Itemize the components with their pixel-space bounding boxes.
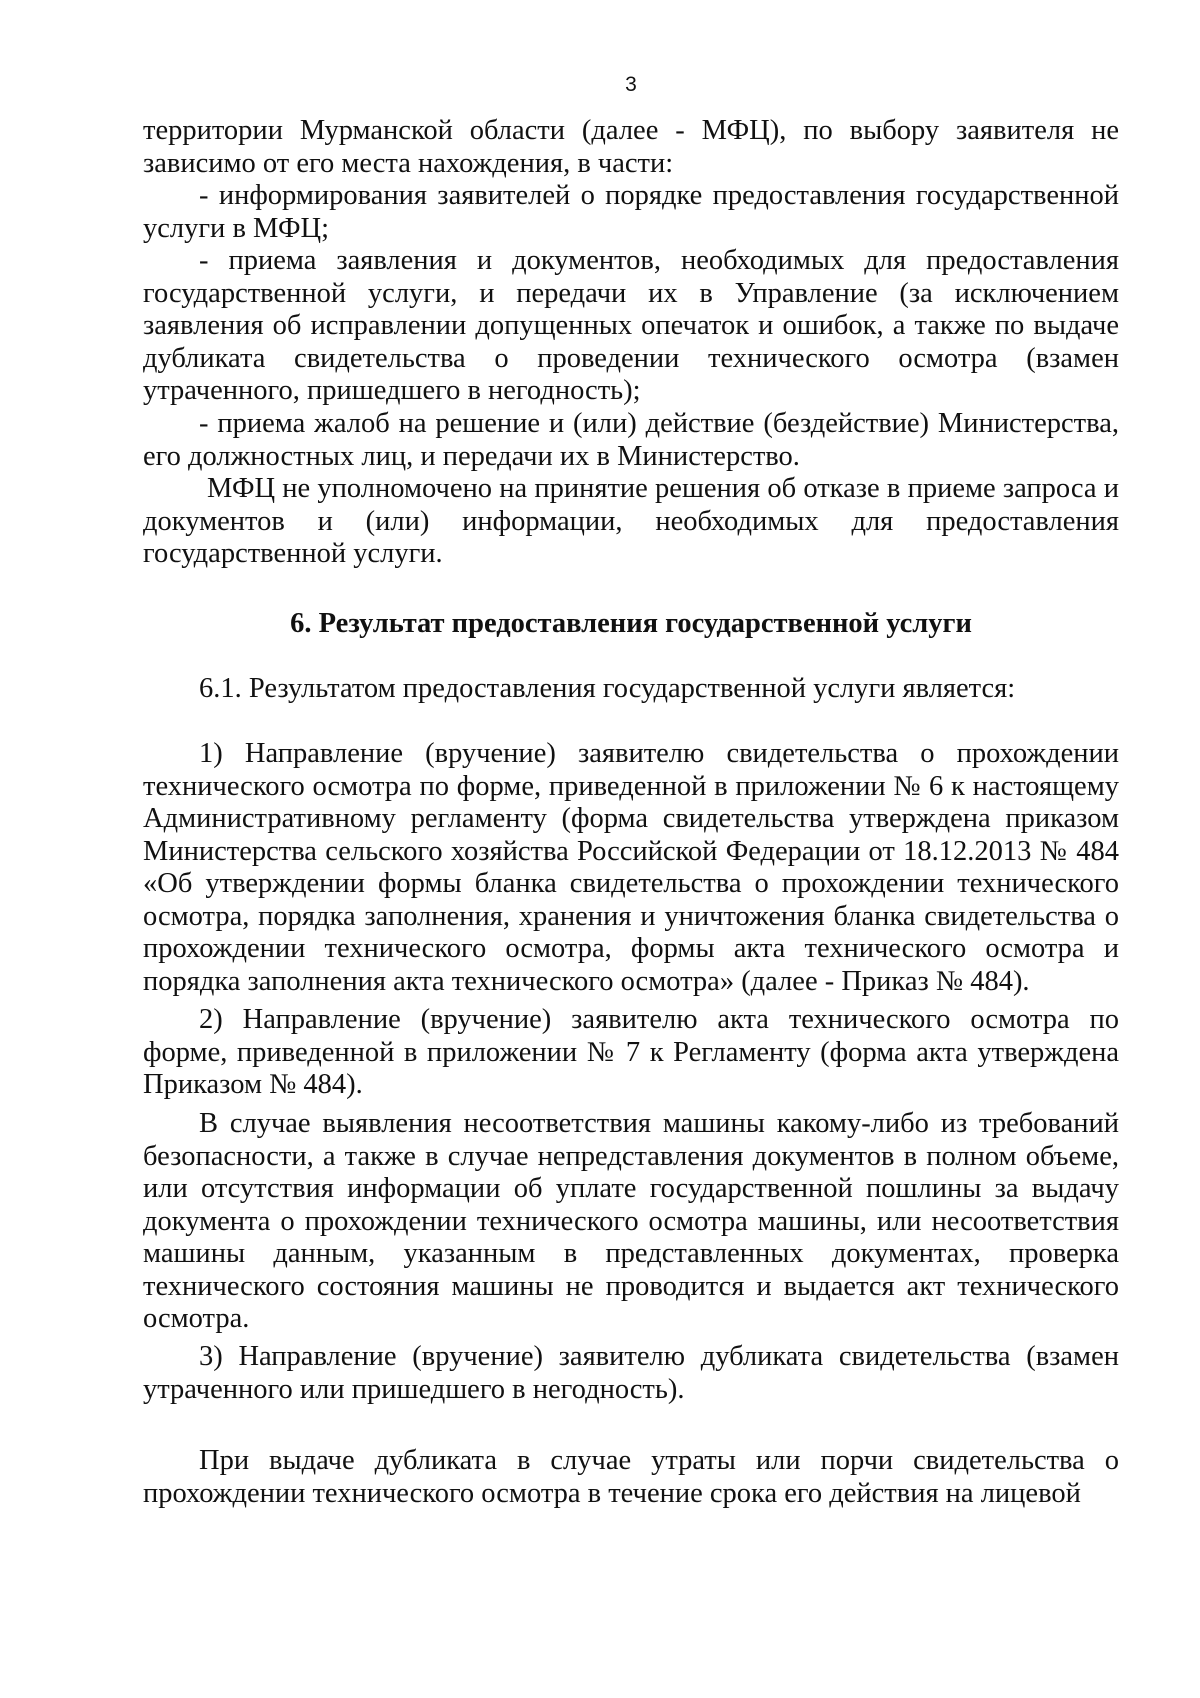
paragraph-mfc-not-authorized: МФЦ не уполномочено на принятие решения об отказе в приеме запроса и документов и (или) информации, необходимых для предоставления государственной услуги. bbox=[143, 473, 1119, 569]
paragraph-continuation: территории Мурманской области (далее - МФЦ), по выбору заявителя не зависимо от его места нахождения, в части: bbox=[143, 115, 1119, 179]
page-number: 3 bbox=[625, 73, 637, 96]
paragraph-nonconformity-case: В случае выявления несоответствия машины какому-либо из требований безопасности, а также в случае непредставления документов в полном объеме, или отсутствия информации об уплате государственной пошлины за выдачу документа о прохождении технического осмотра машины, или несоответствия машины данным, указанным в представленных документах, проверка технического состояния машины не проводится и выдается акт технического осмотра. bbox=[143, 1108, 1119, 1334]
paragraph-bullet-informing: - информирования заявителей о порядке предоставления государственной услуги в МФЦ; bbox=[143, 180, 1119, 244]
paragraph-result-item-3: 3) Направление (вручение) заявителю дубликата свидетельства (взамен утраченного или пришедшего в негодность). bbox=[143, 1341, 1119, 1405]
section-heading: 6. Результат предоставления государственной услуги bbox=[290, 608, 972, 639]
paragraph-bullet-complaints: - приема жалоб на решение и (или) действие (бездействие) Министерства, его должностных лиц, и передачи их в Министерство. bbox=[143, 408, 1119, 472]
paragraph-result-item-2: 2) Направление (вручение) заявителю акта технического осмотра по форме, приведенной в приложении № 7 к Регламенту (форма акта утверждена Приказом № 484). bbox=[143, 1004, 1119, 1100]
paragraph-result-item-1: 1) Направление (вручение) заявителю свидетельства о прохождении технического осмотра по форме, приведенной в приложении № 6 к настоящему Административному регламенту (форма свидетельства утверждена приказом Министерства сельского хозяйства Российской Федерации от 18.12.2013 № 484 «Об утверждении формы бланка свидетельства о прохождении технического осмотра, порядка заполнения, хранения и уничтожения бланка свидетельства о прохождении технического осмотра, формы акта технического осмотра и порядка заполнения акта технического осмотра» (далее - Приказ № 484). bbox=[143, 738, 1119, 997]
paragraph-bullet-reception: - приема заявления и документов, необходимых для предоставления государственной услуги, и передачи их в Управление (за исключением заявления об исправлении допущенных опечаток и ошибок, а также по выдаче дубликата свидетельства о проведении технического осмотра (взамен утраченного, пришедшего в негодность); bbox=[143, 245, 1119, 406]
paragraph-duplicate-issuance: При выдаче дубликата в случае утраты или порчи свидетельства о прохождении технического осмотра в течение срока его действия на лицевой bbox=[143, 1445, 1119, 1509]
paragraph-6-1: 6.1. Результатом предоставления государственной услуги является: bbox=[199, 673, 1016, 704]
